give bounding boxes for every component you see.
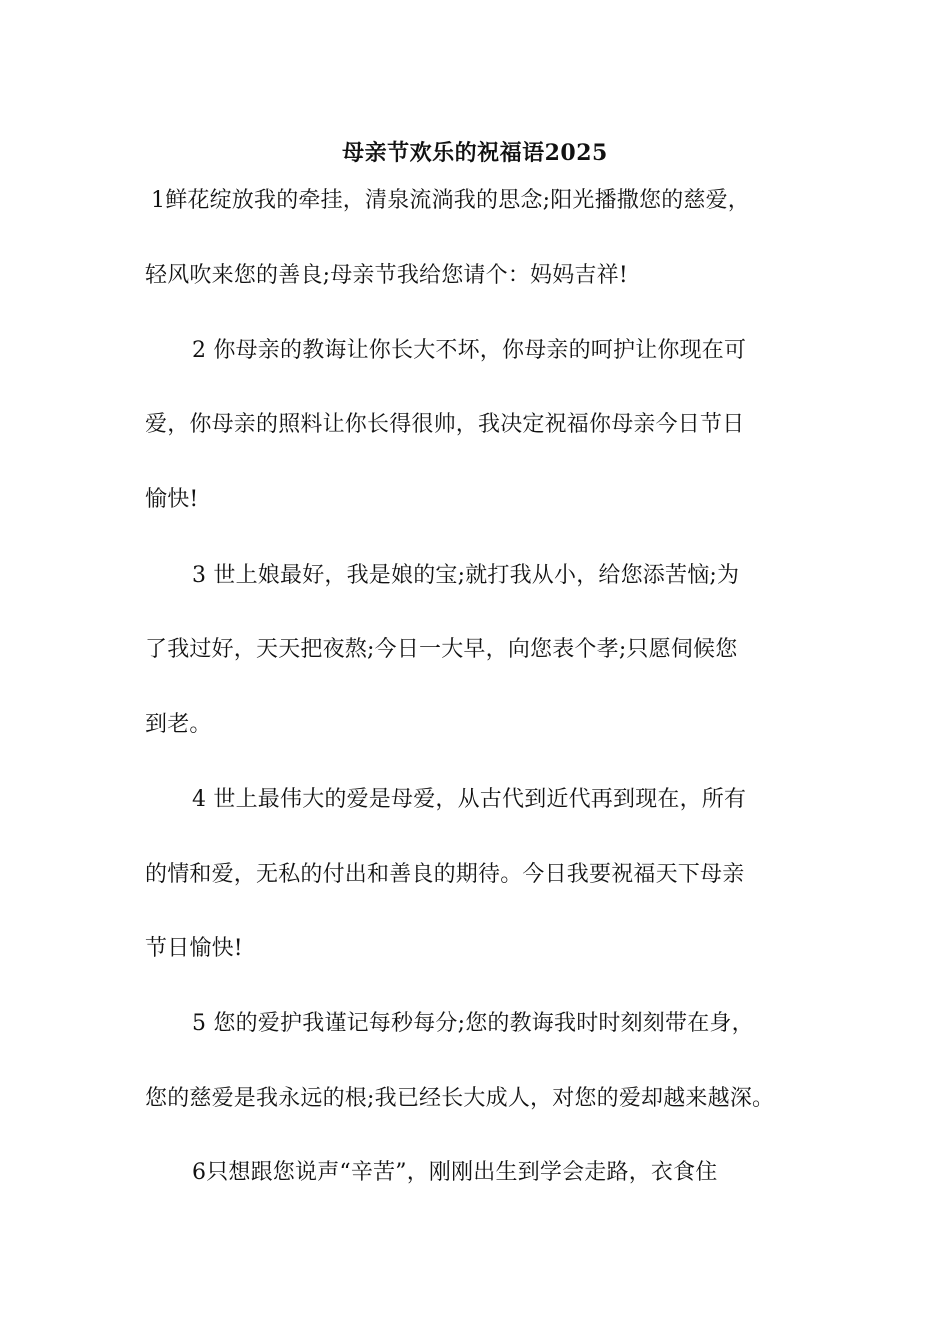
text-line: 轻风吹来您的善良;母亲节我给您请个：妈妈吉祥! bbox=[145, 263, 628, 288]
text-line: 到老。 bbox=[145, 712, 212, 737]
text-line: 3 世上娘最好，我是娘的宝;就打我从小，给您添苦恼;为 bbox=[192, 563, 740, 588]
text-line: 4 世上最伟大的爱是母爱，从古代到近代再到现在，所有 bbox=[192, 787, 747, 812]
text-line: 愉快! bbox=[145, 487, 199, 512]
text-line: 爱，你母亲的照料让你长得很帅，我决定祝福你母亲今日节日 bbox=[145, 412, 745, 437]
text-line: 您的慈爱是我永远的根;我已经长大成人，对您的爱却越来越深。 bbox=[145, 1086, 775, 1111]
text-line: 6只想跟您说声“辛苦”，刚刚出生到学会走路，衣食住 bbox=[192, 1160, 718, 1185]
text-line: 节日愉快! bbox=[145, 936, 243, 961]
text-line: 1鲜花绽放我的牵挂，清泉流淌我的思念;阳光播撒您的慈爱， bbox=[151, 188, 751, 213]
text-line: 2 你母亲的教诲让你长大不坏，你母亲的呵护让你现在可 bbox=[192, 338, 747, 363]
text-line: 5 您的爱护我谨记每秒每分;您的教诲我时时刻刻带在身， bbox=[192, 1011, 754, 1036]
text-line: 了我过好，天天把夜熬;今日一大早，向您表个孝;只愿伺候您 bbox=[145, 637, 738, 662]
text-line: 的情和爱，无私的付出和善良的期待。今日我要祝福天下母亲 bbox=[145, 862, 745, 887]
document-title: 母亲节欢乐的祝福语2025 bbox=[342, 140, 608, 166]
